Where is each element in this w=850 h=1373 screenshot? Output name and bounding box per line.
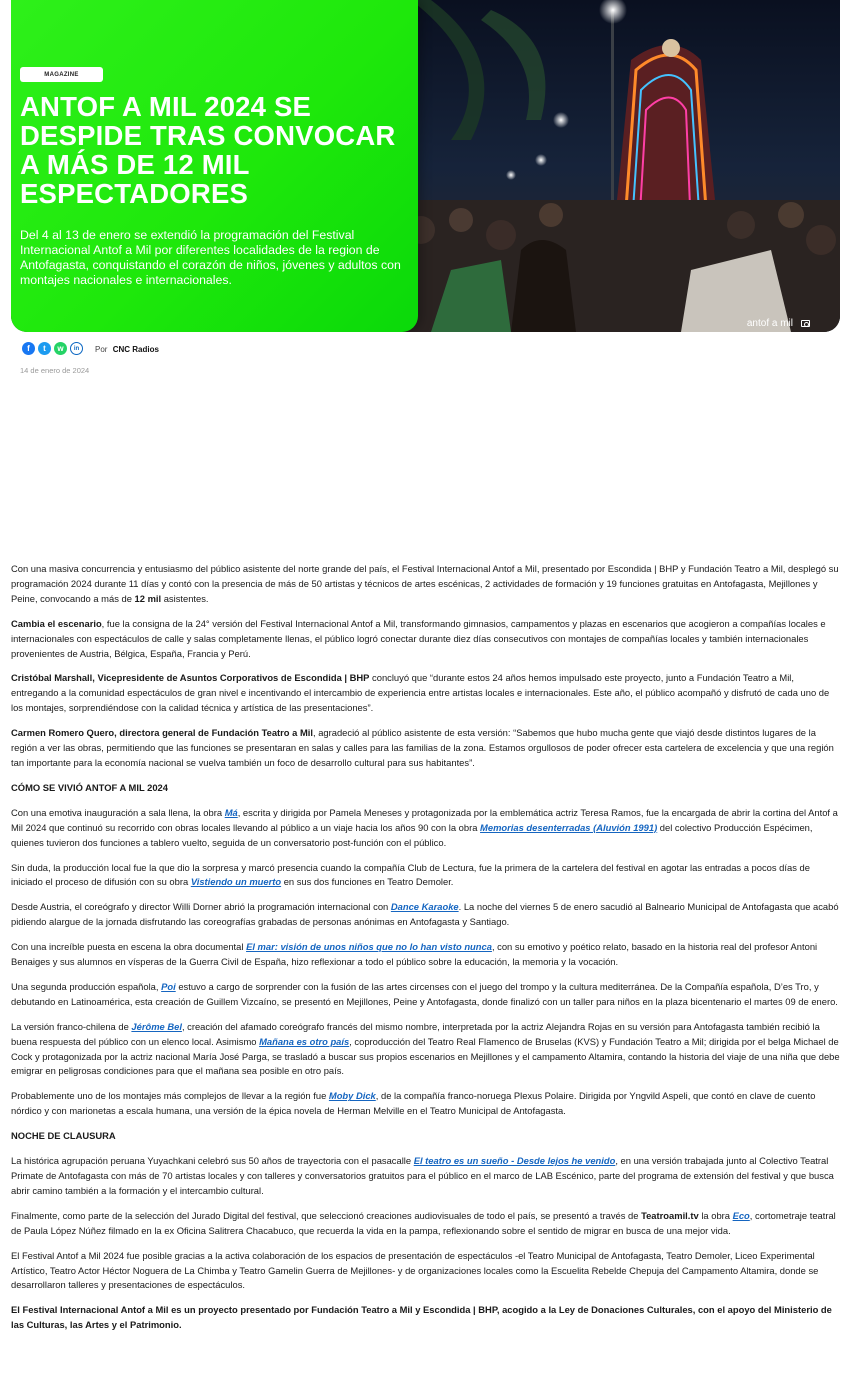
photo-credit-text: antof a mil: [746, 318, 793, 329]
whatsapp-icon[interactable]: w: [54, 342, 67, 355]
work-link-manana[interactable]: Mañana es otro país: [259, 1035, 350, 1047]
paragraph: Desde Austria, el coreógrafo y director Willi Dorner abrió la programación internacional con Dance Karaoke. La noche del viernes 5 de enero sacudió al Balneario Municipal de Antofagasta que acabó pidiendo alargue de la jornada disfrutando las coreografías grabadas de personas anónimas en Antofagasta y Santiago.: [11, 901, 839, 928]
paragraph: La histórica agrupación peruana Yuyachkani celebró sus 50 años de trayectoria con el pasacalle El teatro es un sueño - Desde lejos he venido, en una versión trabajada junto al Colectivo Teatral Primate de Antofagasta con más de 70 artistas locales y con talleres y conversatorios gratuitos para el público en el marco de LAB Escénico, parte del programa de extensión del festival y que busca abrir camino también a la formación y el intercambio cultural.: [11, 1155, 834, 1196]
work-link-vistiendo[interactable]: Vistiendo un muerto: [190, 876, 282, 888]
work-link-jerome-bel[interactable]: Jérôme Bel: [131, 1020, 182, 1032]
work-link-memorias[interactable]: Memorias desenterradas (Aluvión 1991): [480, 821, 658, 833]
paragraph: Finalmente, como parte de la selección del Jurado Digital del festival, que seleccionó creaciones audiovisuales de todo el país, se presentó a través de Teatroamil.tv la obra Eco, cortometraje teatral de Paula López Núñez filmado en la ex Oficina Salitrera Chacabuco, que recuerda la vida en la pampa, reflexionando sobre el sentido de migrar en busca de una mejor vida.: [11, 1209, 836, 1236]
paragraph: Cristóbal Marshall, Vicepresidente de Asuntos Corporativos de Escondida | BHP concluyó que “durante estos 24 años hemos impulsado este proyecto, junto a Fundación Teatro a Mil, entregando a la comunidad espectáculos de gran nivel e incentivando el intercambio de experiencia entre artistas locales e internacionales. Este año, el público acompañó y disfrutó de cada uno de los montajes, sorprendiéndose con la calidad técnica y artística de las presentaciones”.: [11, 672, 830, 714]
publish-date: 14 de enero de 2024: [20, 366, 90, 375]
festival-night-photo: [391, 0, 840, 332]
paragraph: Carmen Romero Quero, directora general de Fundación Teatro a Mil, agradeció al público asistente de esta versión: “Sabemos que hubo mucha gente que viajó desde distintos lugares de la región a ver las obras, permitiendo que las funciones se presentaran en salas y calles para las familias de la zona. Estamos orgullosos de poder ofrecer esta cartelera de excelencia y que una región tan importante para la economía nacional se vuelva también un foco de desarrollo cultural para sus habitantes”.: [11, 727, 834, 768]
work-link-poi[interactable]: Poi: [161, 980, 176, 992]
paragraph-closing: El Festival Internacional Antof a Mil es un proyecto presentado por Fundación Teatro a Mil y Escondida | BHP, acogido a la Ley de Donaciones Culturales, con el apoyo del Ministerio de las Culturas, las Artes y el Patrimonio.: [11, 1304, 832, 1331]
paragraph: Con una masiva concurrencia y entusiasmo del público asistente del norte grande del país, el Festival Internacional Antof a Mil, presentado por Escondida | BHP y Fundación Teatro a Mil, desplegó su programación 2024 durante 11 días y contó con la presencia de más de 50 artistas y técnicos de artes escénicas, 2 actividades de formación y 19 funciones gratuitas en Antofagasta, Mejillones y Peine, convocando a más de 12 mil asistentes.: [11, 563, 839, 604]
work-link-moby-dick[interactable]: Moby Dick: [328, 1090, 376, 1102]
paragraph: Cambia el escenario, fue la consigna de la 24° versión del Festival Internacional Antof a Mil, transformando gimnasios, campamentos y plazas en escenarios que acogieron a compañías locales e internacionales con espectáculos de calle y salas completamente llenas, el público logró conectar durante diez días consecutivos con montajes de compañías locales y también internacionales provenientes de Austria, Bélgica, España, Francia y Perú.: [11, 617, 826, 659]
paragraph: Sin duda, la producción local fue la que dio la sorpresa y marcó presencia cuando la compañía Club de Lectura, fue la primera de la cartelera del festival en agotar las entradas a pocos días de iniciado el proceso de difusión con su obra Vistiendo un muerto en sus dos funciones en Teatro Demoler.: [11, 861, 810, 888]
paragraph: El Festival Antof a Mil 2024 fue posible gracias a la activa colaboración de los espacios de presentación de espectáculos -el Teatro Municipal de Antofagasta, Teatro Demoler, Liceo Experimental Artístico, Teatro Actor Héctor Noguera de La Chimba y Teatro Gamelin Guerra de Mejillones- y de organizaciones locales como la Escuelita Rebelde Chepuja del Campamento Altamira, donde se desarrollaron talleres y presentaciones de espectáculos.: [11, 1249, 819, 1291]
hero-banner: [11, 0, 840, 332]
author-name[interactable]: CNC Radios: [112, 345, 159, 354]
hero-green-panel: [11, 0, 418, 332]
category-badge[interactable]: MAGAZINE: [20, 67, 103, 82]
article-title: ANTOF A MIL 2024 SE DESPIDE TRAS CONVOCAR A MÁS DE 12 MIL ESPECTADORES: [20, 91, 396, 209]
facebook-icon[interactable]: f: [22, 342, 35, 355]
byline-prefix: Por: [95, 345, 108, 354]
work-link-dance-karaoke[interactable]: Dance Karaoke: [390, 901, 459, 913]
paragraph: La versión franco-chilena de Jérôme Bel, creación del afamado coreógrafo francés del mismo nombre, interpretada por la actriz Alejandra Rojas en su versión para Antofagasta también recibió la buena respuesta del público con un elenco local. Asimismo Mañana es otro país, coproducción del Teatro Real Flamenco de Bruselas (KVS) y Fundación Teatro a Mil; dirigida por el belga Michael de Cock y protagonizada por la actriz nacional María José Parga, se trasladó a buscar sus propios escenarios en Mejillones y el campamento Altamira, contando la historia del viaje de una niña que debe emigrar en peligrosas condiciones para que el mañana sea posible en otro país.: [11, 1020, 840, 1077]
linkedin-icon[interactable]: in: [70, 342, 83, 355]
work-link-eco[interactable]: Eco: [732, 1209, 750, 1221]
work-link-el-teatro[interactable]: El teatro es un sueño - Desde lejos he venido: [413, 1155, 616, 1167]
paragraph: Con una emotiva inauguración a sala llena, la obra Má, escrita y dirigida por Pamela Meneses y protagonizada por la emblemática actriz Teresa Ramos, fue la encargada de abrir la cortina del Antof a Mil 2024 que continuó su recorrido con obras locales llevando al público a un viaje hacia los años 90 con la obra Memorias desenterradas (Aluvión 1991) del colectivo Producción Espécimen, quienes tuvieron dos funciones a tablero vuelto, seguida de un conversatorio post-función con el público.: [11, 806, 838, 848]
share-bar: [22, 342, 83, 355]
work-link-el-mar[interactable]: El mar: visión de unos niños que no lo han visto nunca: [246, 941, 492, 953]
paragraph: Probablemente uno de los montajes más complejos de llevar a la región fue Moby Dick, de la compañía franco-noruega Plexus Polaire. Dirigida por Yngvild Aspeli, que contó en clave de cuento nórdico y con marionetas a escala humana, una versión de la épica novela de Herman Melville en el Teatro Municipal de Antofagasta.: [11, 1090, 816, 1117]
section-heading: CÓMO SE VIVIÓ ANTOF A MIL 2024: [11, 781, 168, 793]
paragraph: Con una increíble puesta en escena la obra documental El mar: visión de unos niños que no lo han visto nunca, con su emotivo y poético relato, basado en la historia real del profesor Antoni Benaiges y sus alumnos en vísperas de la Guerra Civil de España, hizo reflexionar a todo el público sobre la educación, la memoria y la vocación.: [11, 941, 818, 968]
paragraph: Una segunda producción española, Poi estuvo a cargo de sorprender con la fusión de las artes circenses con el juego del trompo y la cultura mediterránea. De la Compañía española, D’es Tro, y debutando en Latinoamérica, esta creación de Guillem Vizcaíno, se presentó en Mejillones, Peine y Antofagasta, donde finalizó con un taller para niños en la plaza bicentenario el martes 09 de enero.: [11, 980, 838, 1007]
twitter-icon[interactable]: t: [38, 342, 51, 355]
article-lead: Del 4 al 13 de enero se extendió la programación del Festival Internacional Antof a Mil por diferentes localidades de la region de Antofagasta, conquistando el corazón de niños, jóvenes y adultos con montajes nacionales e internacionales.: [20, 228, 401, 287]
hero-photo: [391, 0, 840, 332]
byline: [95, 345, 159, 354]
section-heading: NOCHE DE CLAUSURA: [11, 1130, 116, 1142]
work-link-ma[interactable]: Má: [224, 806, 238, 818]
camera-icon[interactable]: [801, 320, 810, 327]
photo-credit: [747, 318, 810, 329]
article-body: [11, 562, 840, 1343]
